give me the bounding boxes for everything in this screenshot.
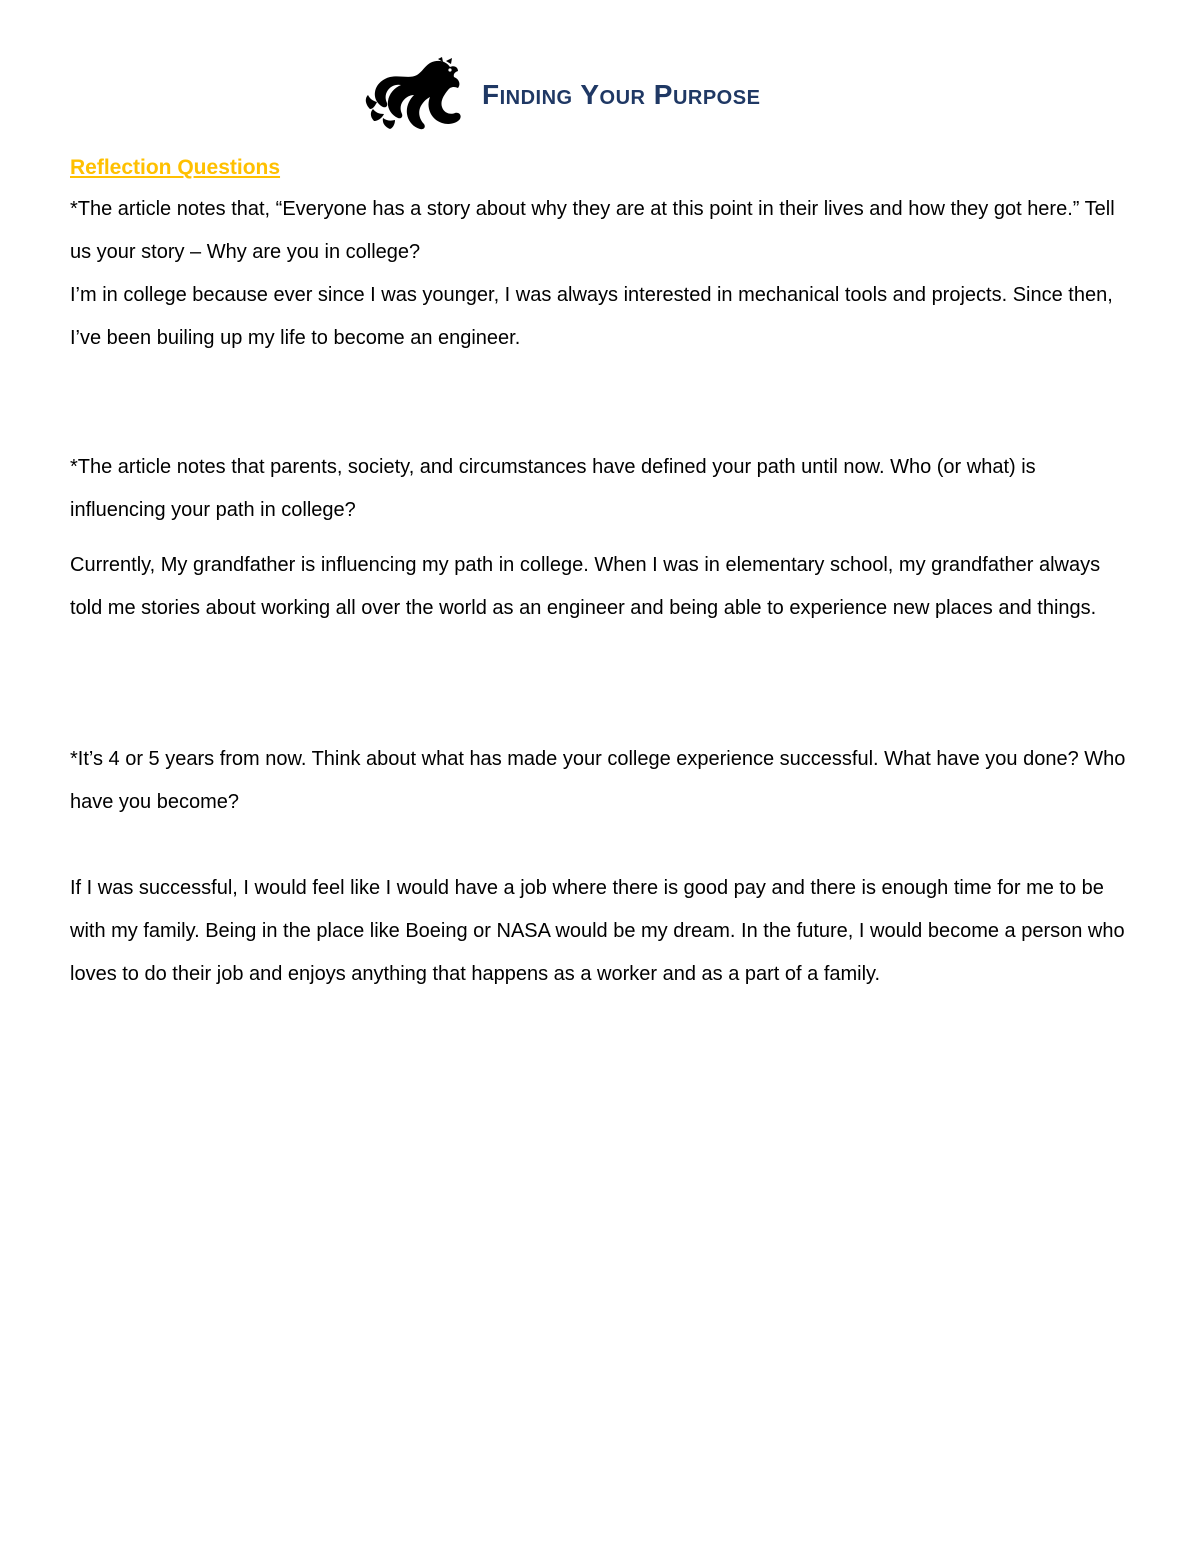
answer-2: Currently, My grandfather is influencing my path in college. When I was in elementary school, my grandfather always told me stories about working all over the world as an engineer and being able to experience new places and things.: [70, 554, 1101, 619]
answer-1: I’m in college because ever since I was younger, I was always interested in mechanical tools and projects. Since then, I’ve been builing up my life to become an engineer.: [70, 284, 1113, 349]
document-body: [70, 152, 1135, 996]
spacer: [70, 630, 1135, 738]
dragon-logo-icon: [360, 57, 464, 133]
spacer: [70, 532, 1135, 544]
section-heading: Reflection Questions: [70, 156, 281, 179]
question-2: *The article notes that parents, society, and circumstances have defined your path until now. Who (or what) is influencing your path in college?: [70, 456, 1036, 521]
document-title: Finding Your Purpose: [482, 79, 761, 110]
question-3: *It’s 4 or 5 years from now. Think about what has made your college experience successful. What have you done? Who have you become?: [70, 748, 1126, 813]
spacer: [70, 824, 1135, 867]
question-1: *The article notes that, “Everyone has a story about why they are at this point in their lives and how they got here.” Tell us your story – Why are you in college?: [70, 198, 1115, 263]
spacer: [70, 360, 1135, 446]
answer-3: If I was successful, I would feel like I would have a job where there is good pay and there is enough time for me to be with my family. Being in the place like Boeing or NASA would be my dream. In the future, I would become a person who loves to do their job and enjoys anything that happens as a worker and as a part of a family.: [70, 877, 1125, 985]
document-header: [360, 55, 760, 135]
